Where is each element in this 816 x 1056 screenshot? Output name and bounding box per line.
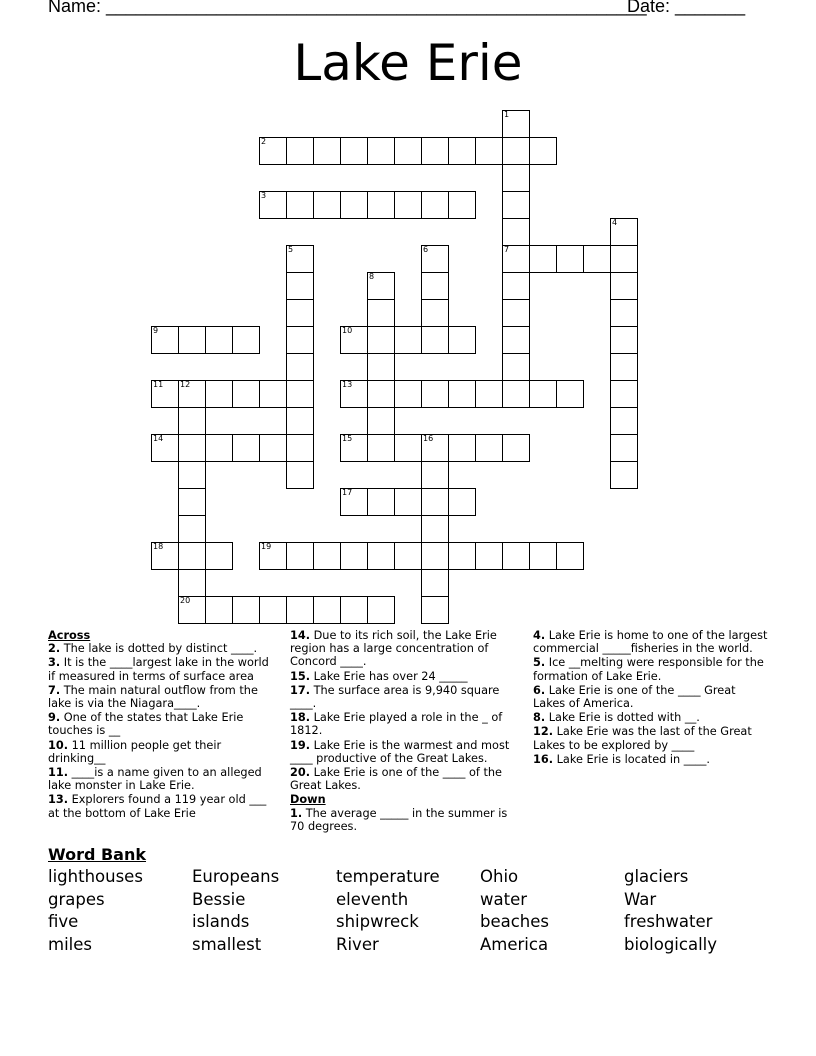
clues-column-2 bbox=[290, 629, 518, 834]
crossword-cell[interactable] bbox=[259, 137, 287, 165]
crossword-cell[interactable] bbox=[178, 515, 206, 543]
crossword-cell[interactable] bbox=[178, 407, 206, 435]
crossword-cell[interactable] bbox=[610, 353, 638, 381]
crossword-cell[interactable] bbox=[475, 380, 503, 408]
clue-item bbox=[48, 684, 276, 710]
crossword-cell[interactable] bbox=[502, 326, 530, 354]
clue-number: 2 bbox=[261, 137, 267, 146]
crossword-cell[interactable] bbox=[502, 542, 530, 570]
clue-number: 13 bbox=[342, 380, 353, 389]
clue-item-text: Due to its rich soil, the Lake Erie region has a large concentration of Concord ____. bbox=[290, 629, 497, 669]
clue-item-number: 18. bbox=[290, 711, 311, 725]
crossword-cell[interactable] bbox=[178, 488, 206, 516]
crossword-cell[interactable] bbox=[313, 542, 341, 570]
crossword-cell[interactable] bbox=[502, 191, 530, 219]
clue-item-text: The main natural outflow from the lake is via the Niagara____. bbox=[48, 683, 258, 711]
page-title: Lake Erie bbox=[293, 34, 523, 92]
clue-item bbox=[290, 807, 518, 833]
crossword-cell[interactable] bbox=[421, 515, 449, 543]
crossword-cell[interactable] bbox=[502, 380, 530, 408]
clue-item-text: One of the states that Lake Erie touches is __ bbox=[48, 711, 244, 738]
crossword-cell[interactable] bbox=[367, 407, 395, 435]
crossword-cell[interactable] bbox=[610, 407, 638, 435]
clue-item-number: 2. bbox=[48, 642, 61, 656]
crossword-cell[interactable] bbox=[556, 245, 584, 273]
clue-item bbox=[48, 739, 276, 765]
crossword-cell[interactable] bbox=[421, 542, 449, 570]
crossword-cell[interactable] bbox=[502, 164, 530, 192]
word-bank-item: lighthouses bbox=[48, 867, 143, 886]
crossword-cell[interactable] bbox=[232, 326, 260, 354]
crossword-cell[interactable] bbox=[610, 326, 638, 354]
crossword-cell[interactable] bbox=[502, 353, 530, 381]
clue-item-number: 15. bbox=[290, 669, 311, 683]
clue-item-text: Lake Erie is dotted with __. bbox=[545, 711, 700, 725]
crossword-cell[interactable] bbox=[178, 326, 206, 354]
word-bank-item: War bbox=[624, 889, 657, 909]
clue-item-text: Lake Erie was the last of the Great Lakes to be explored by ____ bbox=[533, 725, 752, 752]
clue-number: 18 bbox=[153, 542, 164, 551]
crossword-cell[interactable] bbox=[448, 488, 476, 516]
word-bank-item: beaches bbox=[480, 912, 550, 932]
crossword-cell[interactable] bbox=[286, 596, 314, 624]
clue-item bbox=[290, 739, 518, 765]
clue-item bbox=[290, 629, 518, 669]
crossword-cell[interactable] bbox=[205, 596, 233, 624]
word-bank-item: Europeans bbox=[192, 867, 280, 886]
crossword-cell[interactable] bbox=[286, 353, 314, 381]
clue-item-number: 7. bbox=[48, 683, 61, 697]
clue-item-number: 16. bbox=[533, 752, 554, 766]
crossword-cell[interactable] bbox=[340, 326, 368, 354]
crossword-cell[interactable] bbox=[448, 137, 476, 165]
clue-item-text: Lake Erie is one of the ____ of the Great Lakes. bbox=[290, 766, 503, 793]
word-bank-item: islands bbox=[192, 912, 250, 932]
word-bank-item: five bbox=[48, 912, 79, 932]
crossword-cell[interactable] bbox=[421, 569, 449, 597]
crossword-cell[interactable] bbox=[421, 326, 449, 354]
crossword-cell[interactable] bbox=[448, 434, 476, 462]
crossword-cell[interactable] bbox=[502, 245, 530, 273]
clue-number: 5 bbox=[288, 245, 294, 254]
clue-item bbox=[48, 793, 276, 819]
word-bank-item: shipwreck bbox=[336, 912, 419, 932]
clue-item-number: 13. bbox=[48, 793, 69, 807]
crossword-cell[interactable] bbox=[421, 191, 449, 219]
date-field-label: Date: _______ bbox=[627, 0, 746, 16]
crossword-cell[interactable] bbox=[259, 596, 287, 624]
clue-item-text: The surface area is 9,940 square ____. bbox=[290, 683, 500, 711]
crossword-cell[interactable] bbox=[556, 542, 584, 570]
down-clue-list bbox=[290, 807, 518, 833]
crossword-cell[interactable] bbox=[205, 326, 233, 354]
crossword-cell[interactable] bbox=[367, 137, 395, 165]
clue-item bbox=[290, 766, 518, 792]
crossword-cell[interactable] bbox=[232, 434, 260, 462]
crossword-cell[interactable] bbox=[448, 191, 476, 219]
word-bank-item: grapes bbox=[48, 889, 105, 909]
clue-item bbox=[48, 656, 276, 682]
crossword-cell[interactable] bbox=[178, 434, 206, 462]
crossword-cell[interactable] bbox=[151, 434, 179, 462]
crossword-cell[interactable] bbox=[448, 380, 476, 408]
crossword-cell[interactable] bbox=[367, 596, 395, 624]
crossword-cell[interactable] bbox=[421, 272, 449, 300]
clue-item-text: Lake Erie played a role in the _ of 1812. bbox=[290, 711, 503, 738]
crossword-cell[interactable] bbox=[421, 461, 449, 489]
crossword-cell[interactable] bbox=[232, 380, 260, 408]
crossword-cell[interactable] bbox=[367, 542, 395, 570]
clue-number: 9 bbox=[153, 326, 159, 335]
crossword-cell[interactable] bbox=[340, 434, 368, 462]
crossword-cell[interactable] bbox=[178, 596, 206, 624]
clue-item-number: 20. bbox=[290, 766, 311, 780]
word-bank-item: temperature bbox=[336, 867, 440, 886]
crossword-cell[interactable] bbox=[448, 542, 476, 570]
crossword-cell[interactable] bbox=[610, 299, 638, 327]
crossword-cell[interactable] bbox=[340, 542, 368, 570]
clue-item-text: It is the ____largest lake in the world if measured in terms of surface area bbox=[48, 656, 269, 683]
word-bank bbox=[48, 866, 778, 956]
clue-number: 6 bbox=[423, 245, 429, 254]
crossword-cell[interactable] bbox=[502, 272, 530, 300]
clue-item-number: 9. bbox=[48, 711, 61, 725]
crossword-cell[interactable] bbox=[502, 218, 530, 246]
crossword-cell[interactable] bbox=[178, 542, 206, 570]
clue-item-text: Explorers found a 119 year old ___ at the bottom of Lake Erie bbox=[48, 793, 267, 820]
crossword-cell[interactable] bbox=[313, 137, 341, 165]
clue-item bbox=[533, 753, 769, 766]
clue-item-number: 8. bbox=[533, 711, 546, 725]
clue-number: 19 bbox=[261, 542, 272, 551]
crossword-cell[interactable] bbox=[367, 299, 395, 327]
crossword-cell[interactable] bbox=[286, 380, 314, 408]
clue-number: 15 bbox=[342, 434, 353, 443]
crossword-cell[interactable] bbox=[313, 596, 341, 624]
clue-item bbox=[533, 711, 769, 724]
clue-item-number: 1. bbox=[290, 806, 303, 820]
crossword-cell[interactable] bbox=[286, 137, 314, 165]
crossword-cell[interactable] bbox=[178, 380, 206, 408]
crossword-cell[interactable] bbox=[475, 542, 503, 570]
clue-item-text: Lake Erie is located in ____. bbox=[553, 752, 710, 766]
crossword-cell[interactable] bbox=[340, 488, 368, 516]
crossword-cell[interactable] bbox=[394, 326, 422, 354]
across-header: Across bbox=[48, 629, 91, 642]
word-bank-item: Bessie bbox=[192, 889, 246, 909]
crossword-cell[interactable] bbox=[340, 596, 368, 624]
crossword-cell[interactable] bbox=[394, 380, 422, 408]
crossword-cell[interactable] bbox=[286, 326, 314, 354]
crossword-cell[interactable] bbox=[502, 299, 530, 327]
word-bank-item: biologically bbox=[624, 934, 718, 954]
clues-column-1 bbox=[48, 629, 276, 821]
crossword-cell[interactable] bbox=[448, 326, 476, 354]
word-bank-item: water bbox=[480, 889, 528, 909]
crossword-cell[interactable] bbox=[178, 569, 206, 597]
clue-number: 7 bbox=[504, 245, 510, 254]
clue-number: 11 bbox=[153, 380, 164, 389]
clue-number: 3 bbox=[261, 191, 267, 200]
crossword-cell[interactable] bbox=[556, 380, 584, 408]
clue-number: 4 bbox=[612, 218, 618, 227]
crossword-cell[interactable] bbox=[286, 542, 314, 570]
clue-item-text: Ice __melting were responsible for the formation of Lake Erie. bbox=[533, 656, 764, 683]
word-bank-item: glaciers bbox=[624, 867, 689, 886]
clue-item-text: ____is a name given to an alleged lake monster in Lake Erie. bbox=[48, 766, 262, 793]
clue-item-number: 11. bbox=[48, 766, 69, 780]
crossword-cell[interactable] bbox=[475, 434, 503, 462]
clue-item bbox=[48, 766, 276, 792]
clue-number: 20 bbox=[180, 596, 191, 605]
clue-item-number: 5. bbox=[533, 656, 546, 670]
clue-item bbox=[48, 642, 276, 655]
crossword-cell[interactable] bbox=[205, 434, 233, 462]
crossword-cell[interactable] bbox=[529, 245, 557, 273]
clue-item-text: Lake Erie is one of the ____ Great Lakes of America. bbox=[533, 683, 736, 711]
clue-number: 8 bbox=[369, 272, 375, 281]
clue-item bbox=[533, 725, 769, 751]
crossword-cell[interactable] bbox=[259, 542, 287, 570]
clue-item-number: 14. bbox=[290, 629, 311, 642]
clue-item-number: 12. bbox=[533, 725, 554, 739]
clue-item-number: 6. bbox=[533, 683, 546, 697]
crossword-cell[interactable] bbox=[394, 137, 422, 165]
clue-item-number: 17. bbox=[290, 683, 311, 697]
crossword-cell[interactable] bbox=[610, 245, 638, 273]
crossword-cell[interactable] bbox=[610, 218, 638, 246]
crossword-cell[interactable] bbox=[529, 542, 557, 570]
crossword-cell[interactable] bbox=[205, 542, 233, 570]
word-bank-item: River bbox=[336, 934, 379, 954]
name-field-label: Name: ______________________________________________________ bbox=[48, 0, 647, 16]
crossword-cell[interactable] bbox=[421, 434, 449, 462]
across-clue-list bbox=[48, 642, 276, 820]
crossword-cell[interactable] bbox=[367, 434, 395, 462]
crossword-cell[interactable] bbox=[610, 434, 638, 462]
crossword-cell[interactable] bbox=[394, 488, 422, 516]
clue-item bbox=[290, 684, 518, 710]
clue-item bbox=[533, 629, 769, 655]
crossword-cell[interactable] bbox=[313, 191, 341, 219]
clue-number: 14 bbox=[153, 434, 164, 443]
crossword-cell[interactable] bbox=[178, 461, 206, 489]
crossword-cell[interactable] bbox=[367, 191, 395, 219]
crossword-cell[interactable] bbox=[286, 272, 314, 300]
crossword-cell[interactable] bbox=[421, 299, 449, 327]
crossword-cell[interactable] bbox=[367, 272, 395, 300]
clue-item bbox=[48, 711, 276, 737]
clue-number: 12 bbox=[180, 380, 191, 389]
word-bank-item: smallest bbox=[192, 934, 262, 954]
crossword-cell[interactable] bbox=[367, 380, 395, 408]
crossword-cell[interactable] bbox=[340, 380, 368, 408]
crossword-cell[interactable] bbox=[502, 434, 530, 462]
crossword-cell[interactable] bbox=[232, 596, 260, 624]
clue-item-text: Lake Erie is the warmest and most ____ productive of the Great Lakes. bbox=[290, 738, 510, 765]
clues-column-3 bbox=[533, 629, 769, 767]
crossword-cell[interactable] bbox=[259, 434, 287, 462]
crossword-cell[interactable] bbox=[583, 245, 611, 273]
clue-item-number: 4. bbox=[533, 629, 546, 642]
clue-item-number: 10. bbox=[48, 738, 69, 752]
crossword-cell[interactable] bbox=[502, 137, 530, 165]
down-clue-list-continued bbox=[533, 629, 769, 766]
across-clue-list-continued bbox=[290, 629, 518, 792]
crossword-cell[interactable] bbox=[610, 272, 638, 300]
crossword-cell[interactable] bbox=[151, 542, 179, 570]
word-bank-item: miles bbox=[48, 934, 92, 954]
crossword-cell[interactable] bbox=[286, 407, 314, 435]
word-bank-title: Word Bank bbox=[48, 845, 147, 864]
clue-item bbox=[533, 684, 769, 710]
crossword-cell[interactable] bbox=[529, 137, 557, 165]
crossword-cell[interactable] bbox=[421, 380, 449, 408]
crossword-cell[interactable] bbox=[286, 434, 314, 462]
crossword-cell[interactable] bbox=[610, 380, 638, 408]
crossword-cell[interactable] bbox=[340, 191, 368, 219]
crossword-cell[interactable] bbox=[421, 245, 449, 273]
clue-number: 16 bbox=[423, 434, 434, 443]
clue-number: 10 bbox=[342, 326, 353, 335]
clue-item-text: Lake Erie has over 24 _____ bbox=[310, 669, 468, 683]
clue-item-text: Lake Erie is home to one of the largest commercial _____fisheries in the world. bbox=[533, 629, 768, 656]
clue-item-number: 3. bbox=[48, 656, 61, 670]
crossword-cell[interactable] bbox=[286, 461, 314, 489]
crossword-cell[interactable] bbox=[205, 380, 233, 408]
clue-item-text: 11 million people get their drinking__ bbox=[48, 738, 222, 765]
crossword-cell[interactable] bbox=[394, 434, 422, 462]
clue-item bbox=[290, 670, 518, 683]
clue-item-text: The average _____ in the summer is 70 degrees. bbox=[290, 806, 508, 833]
crossword-cell[interactable] bbox=[475, 137, 503, 165]
crossword-cell[interactable] bbox=[286, 245, 314, 273]
crossword-cell[interactable] bbox=[286, 191, 314, 219]
clue-item bbox=[290, 711, 518, 737]
crossword-cell[interactable] bbox=[286, 299, 314, 327]
word-bank-item: Ohio bbox=[480, 867, 519, 886]
crossword-cell[interactable] bbox=[421, 596, 449, 624]
crossword-cell[interactable] bbox=[502, 110, 530, 138]
word-bank-item: freshwater bbox=[624, 912, 713, 932]
crossword-cell[interactable] bbox=[259, 380, 287, 408]
crossword-cell[interactable] bbox=[340, 137, 368, 165]
crossword-cell[interactable] bbox=[151, 326, 179, 354]
clue-item-text: The lake is dotted by distinct ____. bbox=[60, 642, 258, 656]
clue-item bbox=[533, 656, 769, 682]
crossword-cell[interactable] bbox=[151, 380, 179, 408]
crossword-cell[interactable] bbox=[421, 488, 449, 516]
crossword-cell[interactable] bbox=[421, 137, 449, 165]
crossword-cell[interactable] bbox=[610, 461, 638, 489]
clue-item-number: 19. bbox=[290, 738, 311, 752]
word-bank-item: eleventh bbox=[336, 889, 409, 909]
crossword-cell[interactable] bbox=[367, 353, 395, 381]
clue-number: 1 bbox=[504, 110, 510, 119]
word-bank-item: America bbox=[480, 934, 549, 954]
crossword-cell[interactable] bbox=[394, 191, 422, 219]
crossword-cell[interactable] bbox=[367, 488, 395, 516]
down-header: Down bbox=[290, 793, 326, 807]
crossword-cell[interactable] bbox=[259, 191, 287, 219]
crossword-cell[interactable] bbox=[367, 326, 395, 354]
clue-number: 17 bbox=[342, 488, 353, 497]
crossword-cell[interactable] bbox=[529, 380, 557, 408]
crossword-cell[interactable] bbox=[394, 542, 422, 570]
